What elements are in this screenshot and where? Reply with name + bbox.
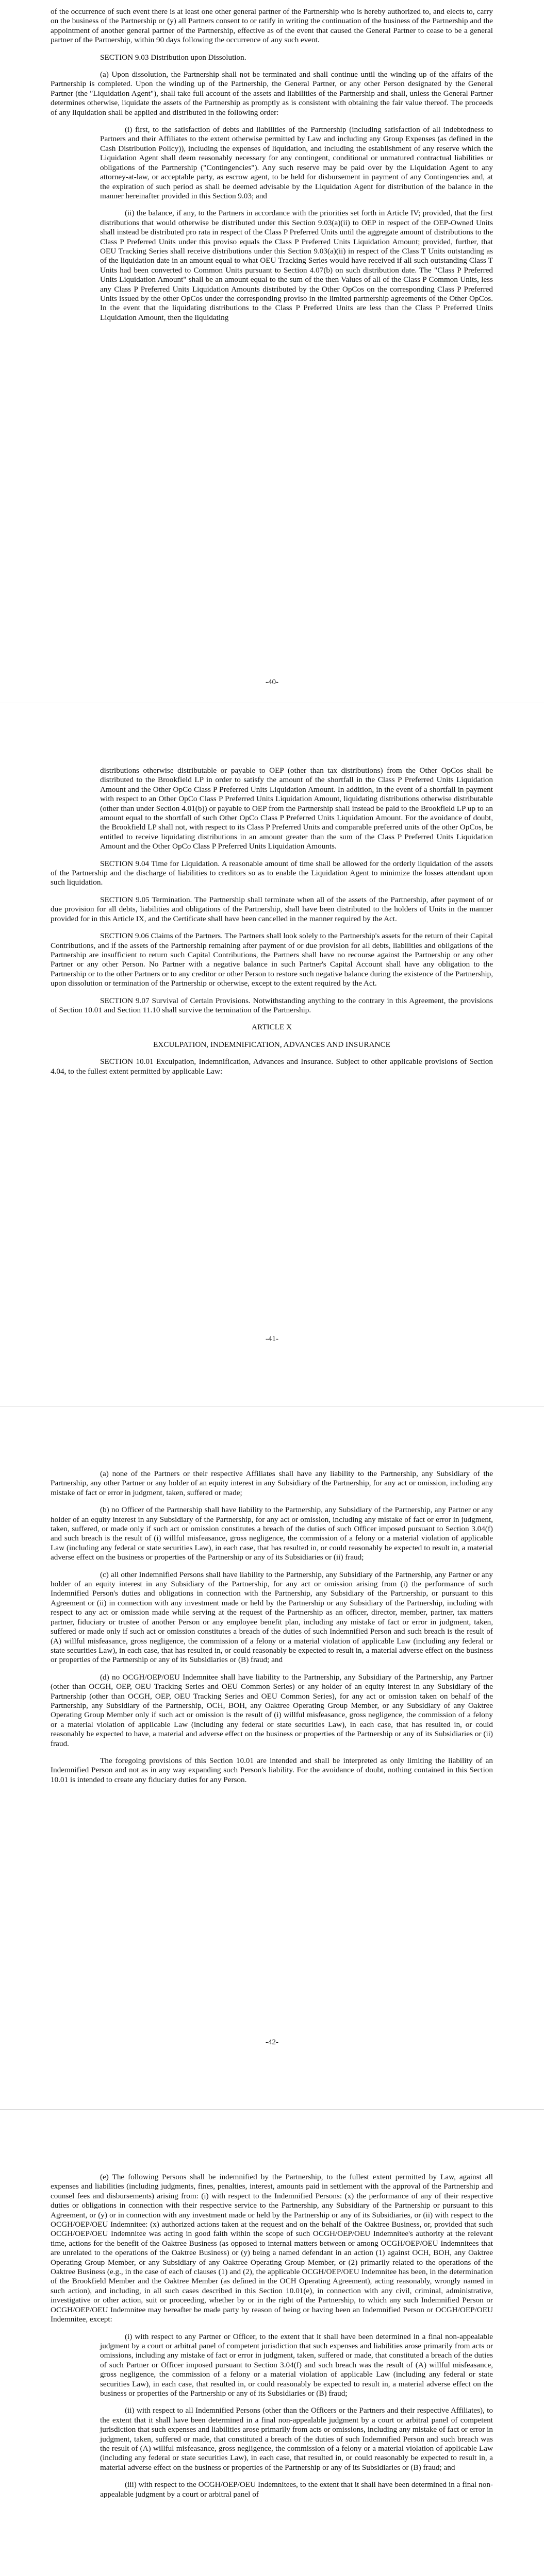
page-41 <box>0 703 544 1406</box>
paragraph-10-01-b: (b) no Officer of the Partnership shall have liability to the Partnership, any Subsidiary of the Partnership, any Partner or any holder of an equity interest in any Subsidiary of the Partnership, for any act or omission, including any mistake of fact or error in judgment, taken, suffered, or made only if such act or omission constitutes a breach of the duties of such Officer imposed pursuant to Section 3.04(f) and such breach is the result of (i) willful misfeasance, gross negligence, the commission of a felony or a material violation of applicable Law (including any federal or state securities Law), in each case, that has resulted in, or could reasonably be expected to result in, a material adverse effect on the business or properties of the Partnership or any of its Subsidiaries or (ii) fraud; <box>51 1505 493 1562</box>
paragraph-9-03-a: (a) Upon dissolution, the Partnership shall not be terminated and shall continue until the winding up of the affairs of the Partnership is completed. Upon the winding up of the Partnership, the General Partner, or any other Person designated by the General Partner (the "Liquidation Agent"), shall take full account of the assets and liabilities of the Partnership and shall, unless the General Partner determines otherwise, liquidate the assets of the Partnership as promptly as is consistent with obtaining the fair value thereof. The proceeds of any liquidation shall be applied and distributed in the following order: <box>51 70 493 117</box>
paragraph-10-01-a: (a) none of the Partners or their respective Affiliates shall have any liability to the Partnership, any Subsidiary of the Partnership, any other Partner or any holder of an equity interest in any Subsidiary of the Partnership, for any act or omission, including any mistake of fact or error in judgment, taken, suffered or made; <box>51 1469 493 1497</box>
paragraph-10-01-c: (c) all other Indemnified Persons shall have liability to the Partnership, any Subsidiary of the Partnership, any Partner or any holder of an equity interest in any Subsidiary of the Partnership, for any act or omission arising from (i) the performance of such Indemnified Person's duties and obligations in connection with the Partnership, any Subsidiary of the Partnership, or pursuant to this Agreement or (ii) in connection with any investment made or held by the Partnership or any Subsidiary of the Partnership, including with respect to any act or omission made while serving at the request of the Partnership as an officer, director, member, partner, tax matters partner, fiduciary or trustee of another Person or any employee benefit plan, including any mistake of fact or error in judgment, taken, suffered or made only if such act or omission constitutes a breach of the duties of such Indemnified Person and such breach is the result of (A) willful misfeasance, gross negligence, the commission of a felony or a material violation of applicable Law (including any federal or state securities Law), in each case, that has resulted in, or could reasonably be expected to result in, a material adverse effect on the business or properties of the Partnership or any of its Subsidiaries or (B) fraud; and <box>51 1570 493 1665</box>
page-body <box>51 2173 493 2507</box>
page-number: -41- <box>266 1335 278 1343</box>
page-number: -40- <box>266 678 278 686</box>
paragraph-10-01-d: (d) no OCGH/OEP/OEU Indemnitee shall have liability to the Partnership, any Subsidiary of the Partnership, any Partner (other than OCGH, OEP, OEU Tracking Series and OEU Common Series) or any holder of an equity interest in any Subsidiary of the Partnership (other than OCGH, OEP, OEU Tracking Series and OEU Common Series), for any act or omission taken on behalf of the Partnership, any Subsidiary of the Partnership, OCH, BOH, any Oaktree Operating Group Member, or any Subsidiary of any Oaktree Operating Group Member only if such act or omission is the result of (i) willful misfeasance, gross negligence, the commission of a felony or a material violation of applicable Law (including any federal or state securities Law), in each case, that has resulted in, or could reasonably be expected to have, a material and adverse effect on the business or properties of the Partnership or any of its Subsidiaries or (ii) fraud. <box>51 1672 493 1748</box>
section-9-07: SECTION 9.07 Survival of Certain Provisions. Notwithstanding anything to the contrary in this Agreement, the provisions of Section 10.01 and Section 11.10 shall survive the termination of the Partnership. <box>51 996 493 1014</box>
page-body <box>51 766 493 1084</box>
section-9-04: SECTION 9.04 Time for Liquidation. A reasonable amount of time shall be allowed for the orderly liquidation of the assets of the Partnership and the discharge of liabilities to creditors so as to enable the Liquidation Agent to minimize the losses attendant upon such liquidation. <box>51 859 493 887</box>
article-x-subtitle: EXCULPATION, INDEMNIFICATION, ADVANCES AND INSURANCE <box>153 1040 390 1049</box>
article-x-title: ARTICLE X <box>252 1023 292 1032</box>
page-40 <box>0 0 544 703</box>
page-43 <box>0 2110 544 2576</box>
paragraph-9-03-a-ii: (ii) the balance, if any, to the Partners in accordance with the priorities set forth in Article IV; provided, that the first distributions that would otherwise be distributed under this Section 9.03(a)(ii) to OEP in respect of the OEP-Owned Units shall instead be distributed pro rata in respect of the Class P Preferred Units until the aggregate amount of distributions to the Class P Preferred Units under this proviso equals the Class P Preferred Units Liquidation Amount; provided, further, that OEU Tracking Series shall receive distributions under this Section 9.03(a)(ii) in respect of the Class T Units outstanding as of the liquidation date in an amount equal to what OEU Tracking Series would have received if all such outstanding Class T Units had been converted to Common Units pursuant to Section 4.07(b) on such distribution date. The "Class P Preferred Units Liquidation Amount" shall be an amount equal to the sum of the then Values of all of the Class P Common Units, less any Class P Preferred Units Liquidation Amounts distributed by the Other OpCos on the corresponding Class P Preferred Units issued by the other OpCos under the corresponding proviso in the limited partnership agreements of the Other OpCos. In the event that the liquidating distributions to the Class P Preferred Units are less than the Class P Preferred Units Liquidation Amount, then the liquidating <box>100 209 493 322</box>
page-number: -42- <box>266 2038 278 2046</box>
paragraph-continuation: distributions otherwise distributable or payable to OEP (other than tax distributions) from the Other OpCos shall be distributed to the Brookfield LP in order to satisfy the amount of the shortfall in the Class P Preferred Units Liquidation Amount and the Other OpCo Class P Preferred Units Liquidation Amount. In addition, in the event of a shortfall in payment with respect to an Other OpCo Class P Preferred Units Liquidation Amount, liquidating distributions otherwise distributable (other than under Section 4.01(b)) or payable to OEP from the Partnership shall instead be paid to the Brookfield LP up to an amount equal to the shortfall of such Other OpCo Class P Preferred Units Liquidation Amount. For the avoidance of doubt, the Brookfield LP shall not, with respect to its Class P Preferred Units and comparable preferred units of the other OpCos, be entitled to receive liquidating distributions in an amount greater than the sum of the Class P Preferred Units Liquidation Amount and the Other OpCo Class P Preferred Units Liquidation Amounts. <box>100 766 493 851</box>
paragraph-10-01-e-ii: (ii) with respect to all Indemnified Persons (other than the Officers or the Partners and their respective Affiliates), to the extent that it shall have been determined in a final non-appealable judgment by a court or arbitral panel of competent jurisdiction that such expenses and liabilities arose primarily from acts or omissions, including any mistake of fact or error in judgment, taken, suffered or made, that constituted a breach of the duties of such Indemnified Person and such breach was the result of (A) willful misfeasance, gross negligence, the commission of a felony or a material violation of applicable Law (including any federal or state securities Law), in each case, that resulted in, or could reasonably be expected to result in, a material adverse effect on the business or properties of the Partnership or any of its Subsidiaries or (B) fraud; and <box>100 2406 493 2472</box>
section-9-05: SECTION 9.05 Termination. The Partnership shall terminate when all of the assets of the Partnership, after payment of or due provision for all debts, liabilities and obligations of the Partnership, shall have been distributed to the holders of Units in the manner provided for in this Article IX, and the Certificate shall have been cancelled in the manner required by the Act. <box>51 895 493 923</box>
page-body <box>51 1469 493 1792</box>
page-42 <box>0 1406 544 2110</box>
paragraph-10-01-e-iii: (iii) with respect to the OCGH/OEP/OEU Indemnitees, to the extent that it shall have been determined in a final non-appealable judgment by a court or arbitral panel of <box>100 2480 493 2499</box>
paragraph-continuation: of the occurrence of such event there is at least one other general partner of the Partnership who is hereby authorized to, and elects to, carry on the business of the Partnership or (y) all Partners consent to or ratify in writing the continuation of the business of the Partnership and the appointment of another general partner of the Partnership, effective as of the event that caused the General Partner to cease to be a general partner of the Partnership, within 90 days following the occurrence of any such event. <box>51 7 493 45</box>
section-9-03-heading: SECTION 9.03 Distribution upon Dissolution. <box>100 53 246 62</box>
paragraph-10-01-e-i: (i) with respect to any Partner or Officer, to the extent that it shall have been determined in a final non-appealable judgment by a court or arbitral panel of competent jurisdiction that such expenses and liabilities arose primarily from acts or omissions, including any mistake of fact or error in judgment, taken, suffered or made, that constituted a breach of the duties of such Partner or Officer imposed pursuant to Section 3.04(f) and such breach was the result of (A) willful misfeasance, gross negligence, the commission of a felony or a material violation of applicable Law (including any federal or state securities Law), in each case, that resulted in, or could reasonably be expected to result in, a material adverse effect on the business or properties of the Partnership or any of its Subsidiaries or (B) fraud; <box>100 2332 493 2398</box>
paragraph-10-01-foregoing: The foregoing provisions of this Section 10.01 are intended and shall be interpreted as only limiting the liability of an Indemnified Person and not as in any way expanding such Person's liability. For the avoidance of doubt, nothing contained in this Section 10.01 is intended to create any fiduciary duties for any Person. <box>51 1756 493 1784</box>
paragraph-10-01-e: (e) The following Persons shall be indemnified by the Partnership, to the fullest extent permitted by Law, against all expenses and liabilities (including judgments, fines, penalties, interest, amounts paid in settlement with the approval of the Partnership and counsel fees and disbursements) arising from: (i) with respect to the Indemnified Persons: (x) the performance of any of their respective duties or obligations in connection with their respective service to the Partnership, any Subsidiary of the Partnership or pursuant to this Agreement, or (y) or in connection with any investment made or held by the Partnership or any of its Subsidiaries, or (ii) with respect to the OCGH/OEP/OEU Indemnitee: (x) authorized actions taken at the request and on the behalf of the Oaktree Business, or, provided that such OCGH/OEP/OEU Indemnitee was acting in good faith within the scope of such OCGH/OEP/OEU Indemnitee's authority at the relevant time, actions for the benefit of the Oaktree Business (as opposed to internal matters between or among OCGH/OEP/OEU Indemnitees that are unrelated to the operations of the Oaktree Business) or (y) being a named defendant in an action (1) against OCH, BOH, any Oaktree Operating Group Member, or any Subsidiary of any Oaktree Operating Group Member, or (2) primarily related to the operations of the Oaktree Business (e.g., in the case of each of clauses (1) and (2), the applicable OCGH/OEP/OEU Indemnitee has been, in the determination of the Brookfield Member and the Oaktree Member (as defined in the OCH Operating Agreement), acting reasonably, wrongly named in such action), and including, in all such cases described in this Section 10.01(e), in connection with any civil, criminal, administrative, investigative or other action, suit or proceeding, whether by or in the right of the Partnership, to which any such Indemnified Person or OCGH/OEP/OEU Indemnitee may hereafter be made party by reason of being or having been an Indemnified Person or OCGH/OEP/OEU Indemnitee, except: <box>51 2173 493 2324</box>
section-9-06: SECTION 9.06 Claims of the Partners. The Partners shall look solely to the Partnership's assets for the return of their Capital Contributions, and if the assets of the Partnership remaining after payment of or due provision for all debts, liabilities and obligations of the Partnership are insufficient to return such Capital Contributions, the Partners shall have no recourse against the Partnership or any other Partner or any other Person. No Partner with a negative balance in such Partner's Capital Account shall have any obligation to the Partnership or to the other Partners or to any creditor or other Person to restore such negative balance during the existence of the Partnership, upon dissolution or termination of the Partnership or otherwise, except to the extent required by the Act. <box>51 931 493 988</box>
section-10-01: SECTION 10.01 Exculpation, Indemnification, Advances and Insurance. Subject to other applicable provisions of Section 4.04, to the fullest extent permitted by applicable Law: <box>51 1057 493 1076</box>
paragraph-9-03-a-i: (i) first, to the satisfaction of debts and liabilities of the Partnership (including satisfaction of all indebtedness to Partners and their Affiliates to the extent otherwise permitted by Law and including any Group Expenses (as defined in the Cash Distribution Policy)), including the expenses of liquidation, and including the establishment of any reserve which the Liquidation Agent shall deem reasonably necessary for any contingent, conditional or unmatured contractual liabilities or obligations of the Partnership ("Contingencies"). Any such reserve may be paid over by the Liquidation Agent to any attorney-at-law, or acceptable party, as escrow agent, to be held for disbursement in payment of any Contingencies and, at the expiration of such period as shall be deemed advisable by the Liquidation Agent for distribution of the balance in the manner hereinafter provided in this Section 9.03; and <box>100 125 493 200</box>
page-body <box>51 7 493 330</box>
